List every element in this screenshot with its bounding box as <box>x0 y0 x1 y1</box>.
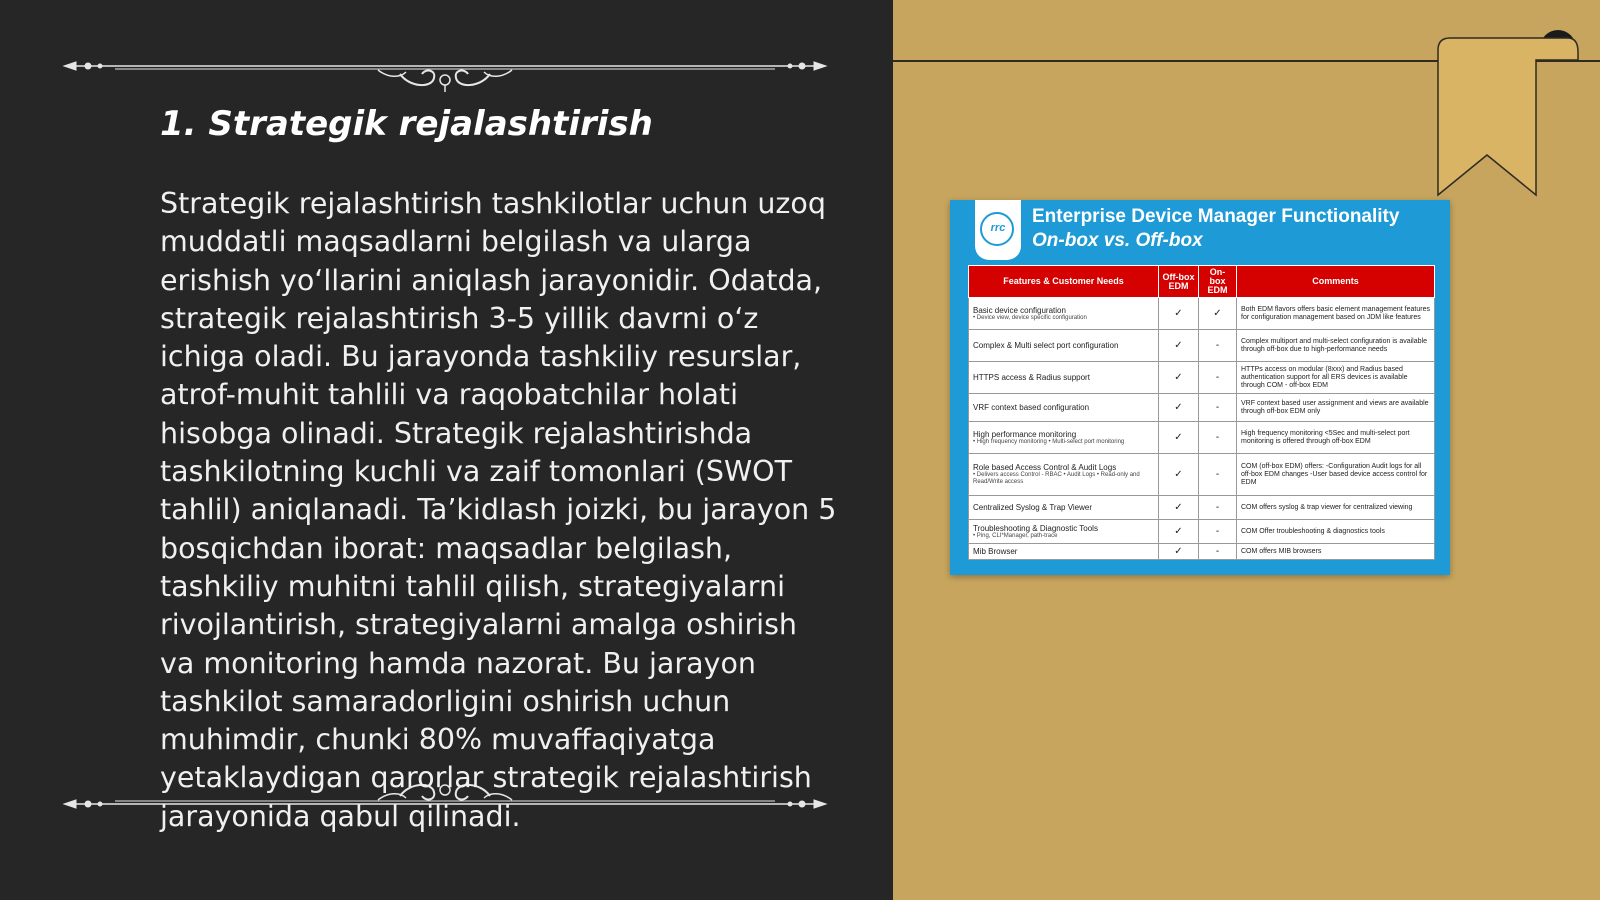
off-box-check-icon: ✓ <box>1159 454 1199 496</box>
slide-body-text: Strategik rejalashtirish tashkilotlar uchun uzoq muddatli maqsadlarni belgilash va ularga erishish yo‘llarini aniqlash jarayonidir. Odatda, strategik rejalashtirish 3-5 yillik davrni o‘z ichiga oladi. Bu jarayonda tashkiliy resurslar, atrof-muhit tahlili va raqobatchilar holati hisobga olinadi. Strategik rejalashtirishda tashkilotning kuchli va zaif tomonlari (SWOT tahlil) aniqlanadi. Ta’kidlash joizki, bu jarayon 5 bosqichdan iborat: maqsadlar belgilash, tashkiliy muhitni tahlil qilish, strategiyalarni rivojlantirish, strategiyalarni amalga oshirish va monitoring hamda nazorat. Bu jarayon tashkilot samaradorligini oshirish uchun muhimdir, chunki 80% muvaffaqiyatga yetaklaydigan qarorlar strategik rejalashtirish jarayonida qabul qilinadi. <box>160 187 837 833</box>
off-box-check-icon: ✓ <box>1159 362 1199 394</box>
on-box-dash: - <box>1199 394 1237 422</box>
enterprise-device-manager-image <box>950 200 1450 575</box>
comment-cell: VRF context based user assignment and views are available through off-box EDM only <box>1237 394 1435 422</box>
table-row <box>969 394 1435 422</box>
feature-comparison-table <box>968 265 1435 560</box>
feature-cell: Centralized Syslog & Trap Viewer <box>969 496 1159 520</box>
off-box-check-icon: ✓ <box>1159 496 1199 520</box>
on-box-dash: - <box>1199 544 1237 560</box>
off-box-check-icon: ✓ <box>1159 298 1199 330</box>
on-box-dash: - <box>1199 330 1237 362</box>
header-off-box: Off-box EDM <box>1159 266 1199 298</box>
comment-cell: COM (off-box EDM) offers: -Configuration Audit logs for all off-box EDM changes -User based device access control for EDM <box>1237 454 1435 496</box>
on-box-dash: - <box>1199 362 1237 394</box>
off-box-check-icon: ✓ <box>1159 394 1199 422</box>
feature-cell: Mib Browser <box>969 544 1159 560</box>
feature-cell: Role based Access Control & Audit Logs • Delivers access Control - RBAC • Audit Logs • Read-only and Read/Write access <box>969 454 1159 496</box>
table-header-row <box>969 266 1435 298</box>
feature-cell: Complex & Multi select port configuration <box>969 330 1159 362</box>
feature-cell: VRF context based configuration <box>969 394 1159 422</box>
comment-cell: High frequency monitoring <5Sec and multi-select port monitoring is offered through off-box EDM <box>1237 422 1435 454</box>
feature-cell: HTTPS access & Radius support <box>969 362 1159 394</box>
logo-text: rrc <box>990 222 1006 234</box>
header-comments: Comments <box>1237 266 1435 298</box>
table-row <box>969 330 1435 362</box>
on-box-dash: - <box>1199 520 1237 544</box>
card-title: Enterprise Device Manager Functionality <box>1032 206 1400 227</box>
on-box-check-icon: ✓ <box>1199 298 1237 330</box>
table-row <box>969 520 1435 544</box>
table-row <box>969 544 1435 560</box>
comment-cell: Both EDM flavors offers basic element management features for configuration management based on JDM like features <box>1237 298 1435 330</box>
company-logo <box>975 200 1021 260</box>
off-box-check-icon: ✓ <box>1159 544 1199 560</box>
comment-cell: Complex multiport and multi-select configuration is available through off-box due to high-performance needs <box>1237 330 1435 362</box>
table-row <box>969 362 1435 394</box>
table-row <box>969 454 1435 496</box>
slide-title: 1. Strategik rejalashtirish <box>160 104 653 144</box>
feature-cell: Basic device configuration • Device view, device specific configuration <box>969 298 1159 330</box>
header-on-box: On-box EDM <box>1199 266 1237 298</box>
comment-cell: COM offers syslog & trap viewer for centralized viewing <box>1237 496 1435 520</box>
comment-cell: COM offers MIB browsers <box>1237 544 1435 560</box>
on-box-dash: - <box>1199 496 1237 520</box>
top-ornament-divider <box>60 42 830 92</box>
bookmark-ribbon-decoration <box>1430 30 1600 200</box>
off-box-check-icon: ✓ <box>1159 330 1199 362</box>
feature-cell: High performance monitoring • High frequency monitoring • Multi-select port monitoring <box>969 422 1159 454</box>
off-box-check-icon: ✓ <box>1159 520 1199 544</box>
comment-cell: COM Offer troubleshooting & diagnostics tools <box>1237 520 1435 544</box>
card-subtitle: On-box vs. Off-box <box>1032 230 1203 251</box>
table-row <box>969 496 1435 520</box>
comment-cell: HTTPs access on modular (8xxx) and Radius based authentication support for all ERS devices is available through COM - off-box EDM <box>1237 362 1435 394</box>
on-box-dash: - <box>1199 422 1237 454</box>
off-box-check-icon: ✓ <box>1159 422 1199 454</box>
feature-cell: Troubleshooting & Diagnostic Tools • Ping, CLI*Manager, path-trace <box>969 520 1159 544</box>
header-features: Features & Customer Needs <box>969 266 1159 298</box>
on-box-dash: - <box>1199 454 1237 496</box>
table-row <box>969 298 1435 330</box>
table-row <box>969 422 1435 454</box>
